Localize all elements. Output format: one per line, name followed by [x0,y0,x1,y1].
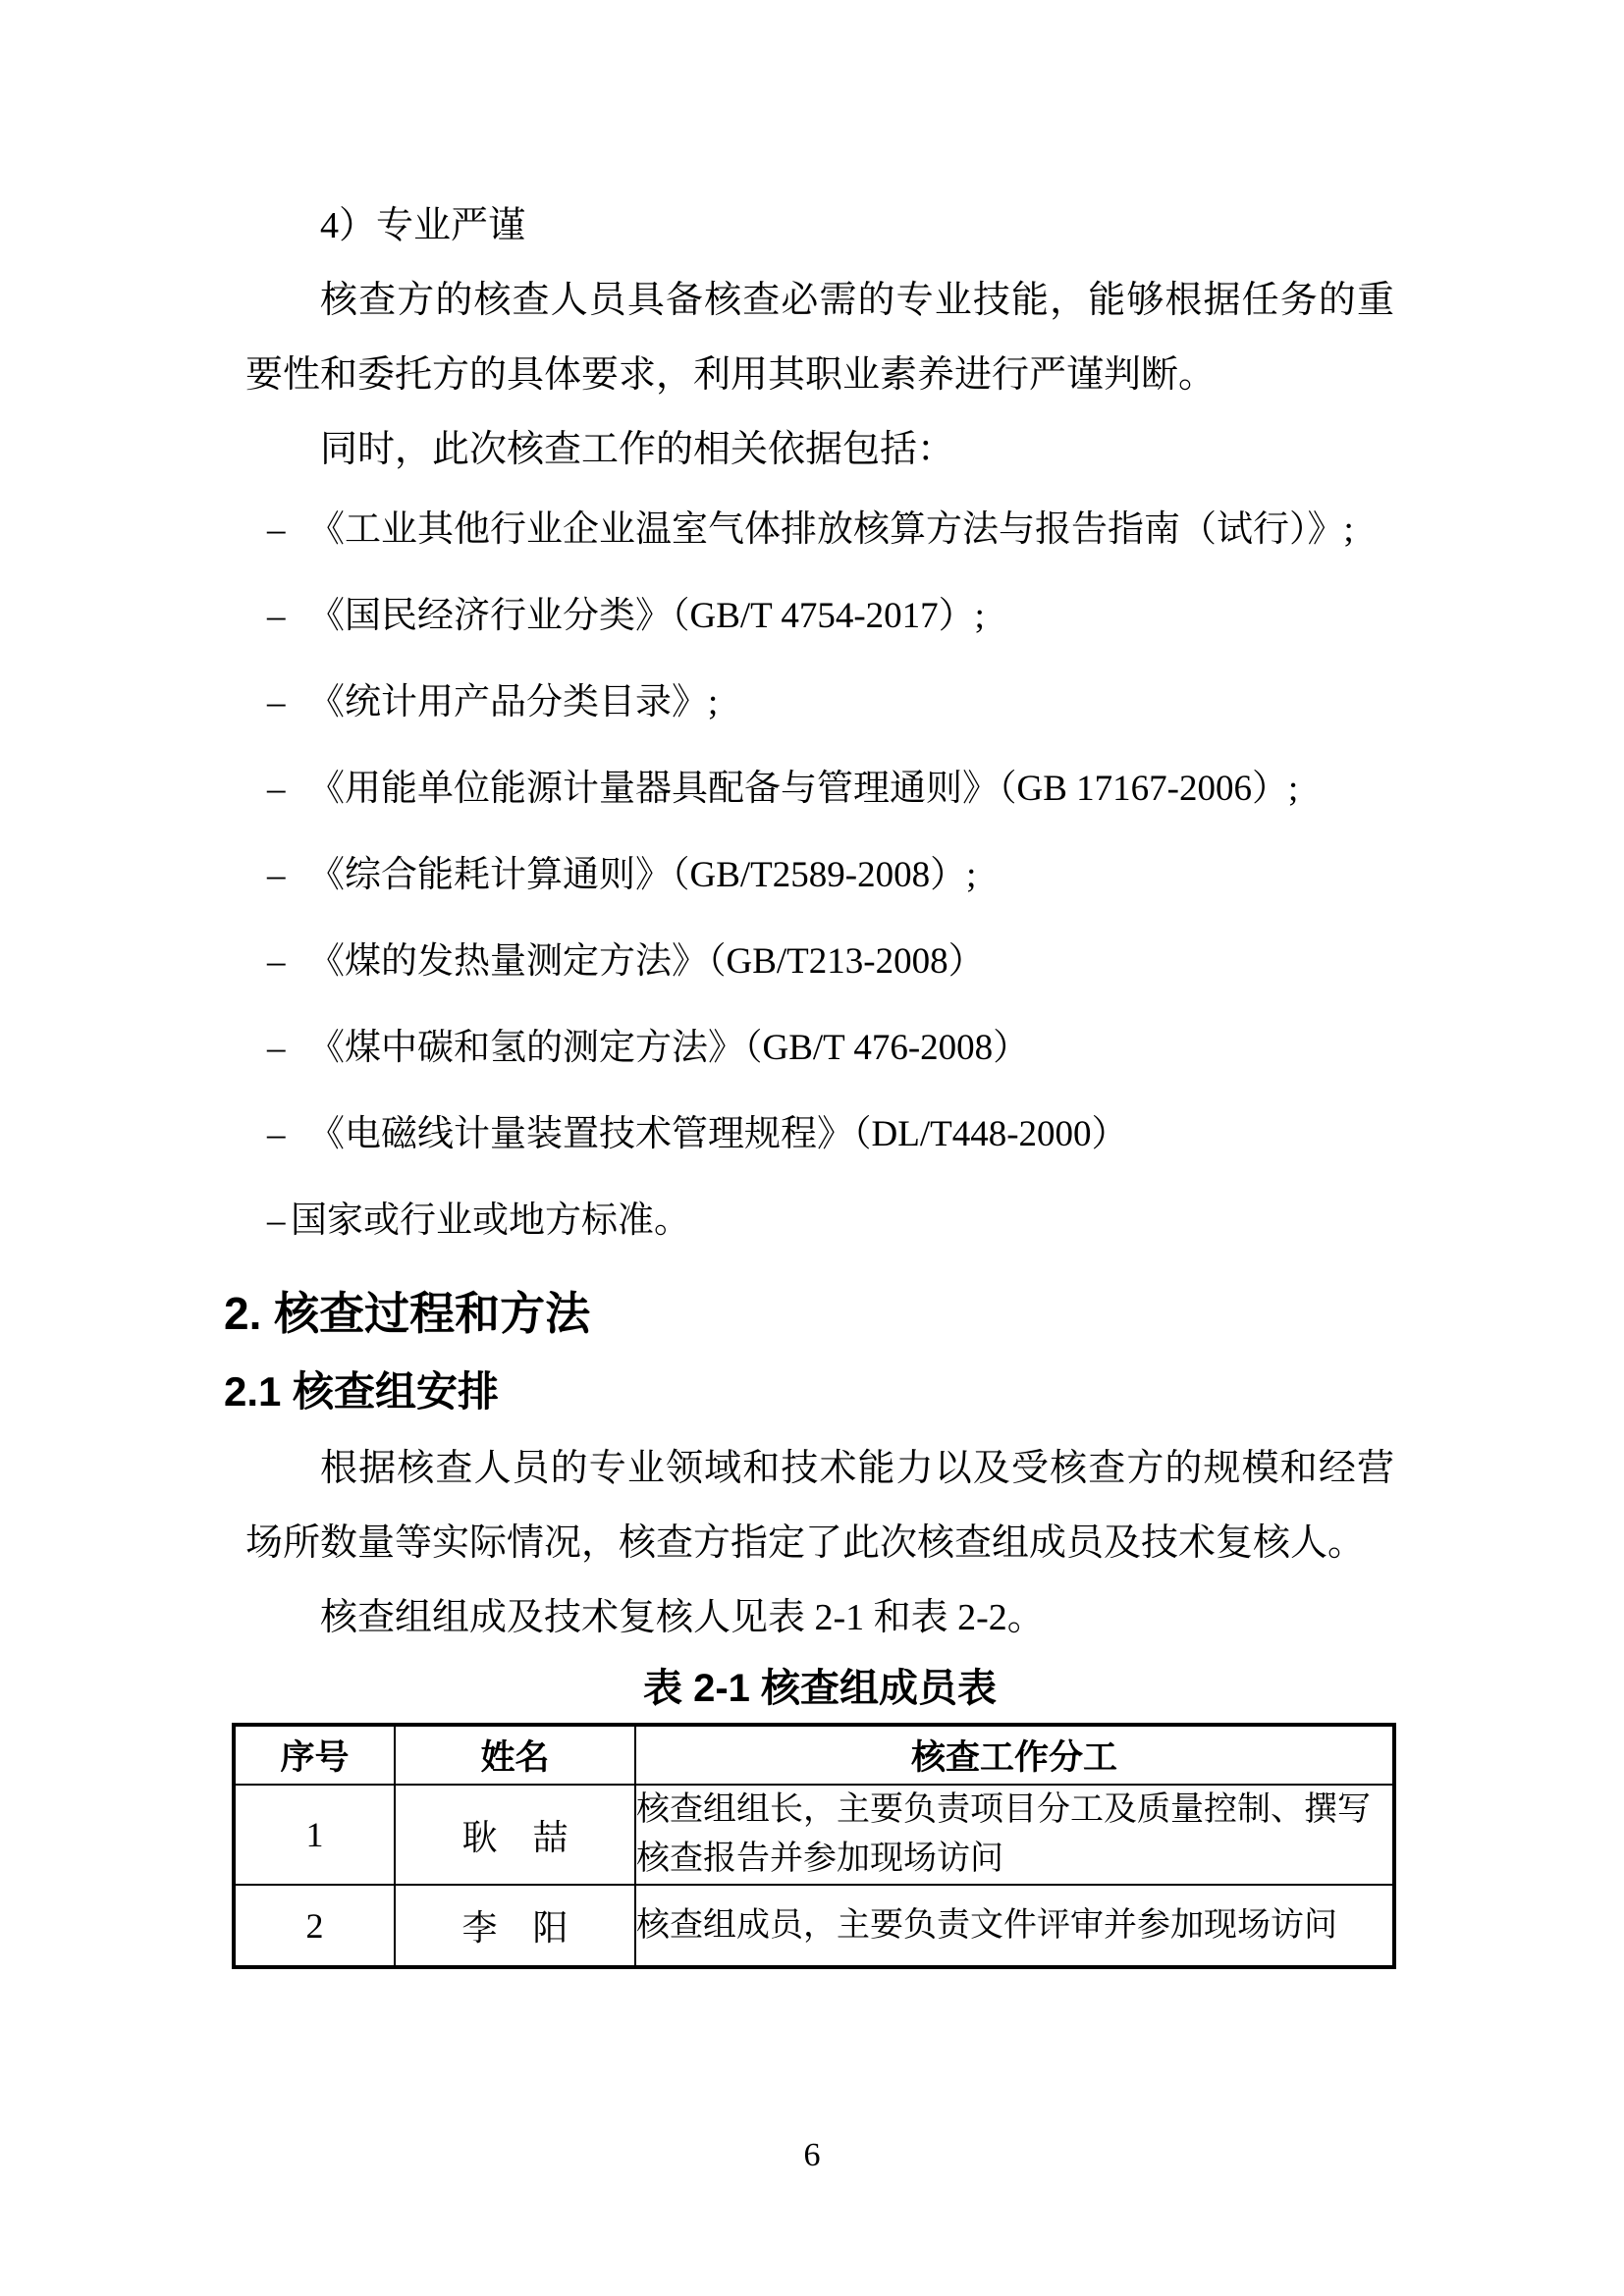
dash-bullet: – [267,855,286,895]
dash-bullet: – [267,509,286,550]
table-cell-name: 耿 喆 [395,1785,635,1885]
numbered-point-heading: 4）专业严谨 [320,205,526,246]
paragraph: 核查方的核查人员具备核查必需的专业技能，能够根据任务的重要性和委托方的具体要求，利用其职业素养进行严谨判断。 [245,280,1394,396]
dash-bullet: – [267,1028,286,1068]
table-title: 表 2-1 核查组成员表 [642,1667,998,1710]
reference-text: 《煤的发热量测定方法》（GB/T213-2008） [308,941,985,982]
page-content [224,0,1394,1969]
reference-text: 《煤中碳和氢的测定方法》（GB/T 476-2008） [308,1028,1030,1068]
reference-item [245,1011,1394,1086]
reference-text: 《综合能耗计算通则》（GB/T2589-2008）; [308,855,977,895]
reference-item [245,1097,1394,1172]
table-header-cell-name: 姓名 [395,1725,635,1785]
table-cell-duty: 核查组组长，主要负责项目分工及质量控制、撰写核查报告并参加现场访问 [635,1785,1394,1885]
dash-bullet: – [267,682,286,722]
table-header-cell-no: 序号 [234,1725,395,1785]
reference-text: 国家或行业或地方标准。 [291,1201,690,1241]
reference-item [245,1184,1394,1258]
reference-item [245,579,1394,654]
reference-text: 《国民经济行业分类》（GB/T 4754-2017）; [308,596,985,636]
table-cell-no: 1 [234,1785,395,1885]
members-table [232,1723,1396,1969]
reference-list [245,493,1394,1258]
reference-text: 《统计用产品分类目录》; [308,682,719,722]
paragraph: 根据核查人员的专业领域和技术能力以及受核查方的规模和经营场所数量等实际情况，核查方指定了此次核查组成员及技术复核人。 [245,1448,1394,1564]
reference-item [245,666,1394,740]
reference-item [245,752,1394,827]
dash-bullet: – [267,596,286,636]
paragraph: 核查组组成及技术复核人见表 2-1 和表 2-2。 [320,1597,1045,1638]
dash-bullet: – [267,1201,286,1241]
dash-bullet: – [267,941,286,982]
reference-text: 《电磁线计量装置技术管理规程》（DL/T448-2000） [308,1114,1128,1154]
reference-item [245,838,1394,913]
reference-text: 《工业其他行业企业温室气体排放核算方法与报告指南（试行）》; [308,509,1354,550]
section-heading: 2. 核查过程和方法 [224,1288,591,1339]
table-cell-duty: 核查组成员，主要负责文件评审并参加现场访问 [635,1885,1394,1967]
page-number: 6 [803,2137,821,2173]
paragraph: 同时，此次核查工作的相关依据包括： [320,429,955,470]
table-row [234,1785,1394,1885]
dash-bullet: – [267,769,286,809]
table-header-row [234,1725,1394,1785]
reference-item [245,925,1394,999]
reference-item [245,493,1394,567]
dash-bullet: – [267,1114,286,1154]
table-cell-no: 2 [234,1885,395,1967]
reference-text: 《用能单位能源计量器具配备与管理通则》（GB 17167-2006）; [308,769,1299,809]
table-row [234,1885,1394,1967]
table-cell-name: 李 阳 [395,1885,635,1967]
table-header-cell-duty: 核查工作分工 [635,1725,1394,1785]
subsection-heading: 2.1 核查组安排 [224,1368,500,1415]
